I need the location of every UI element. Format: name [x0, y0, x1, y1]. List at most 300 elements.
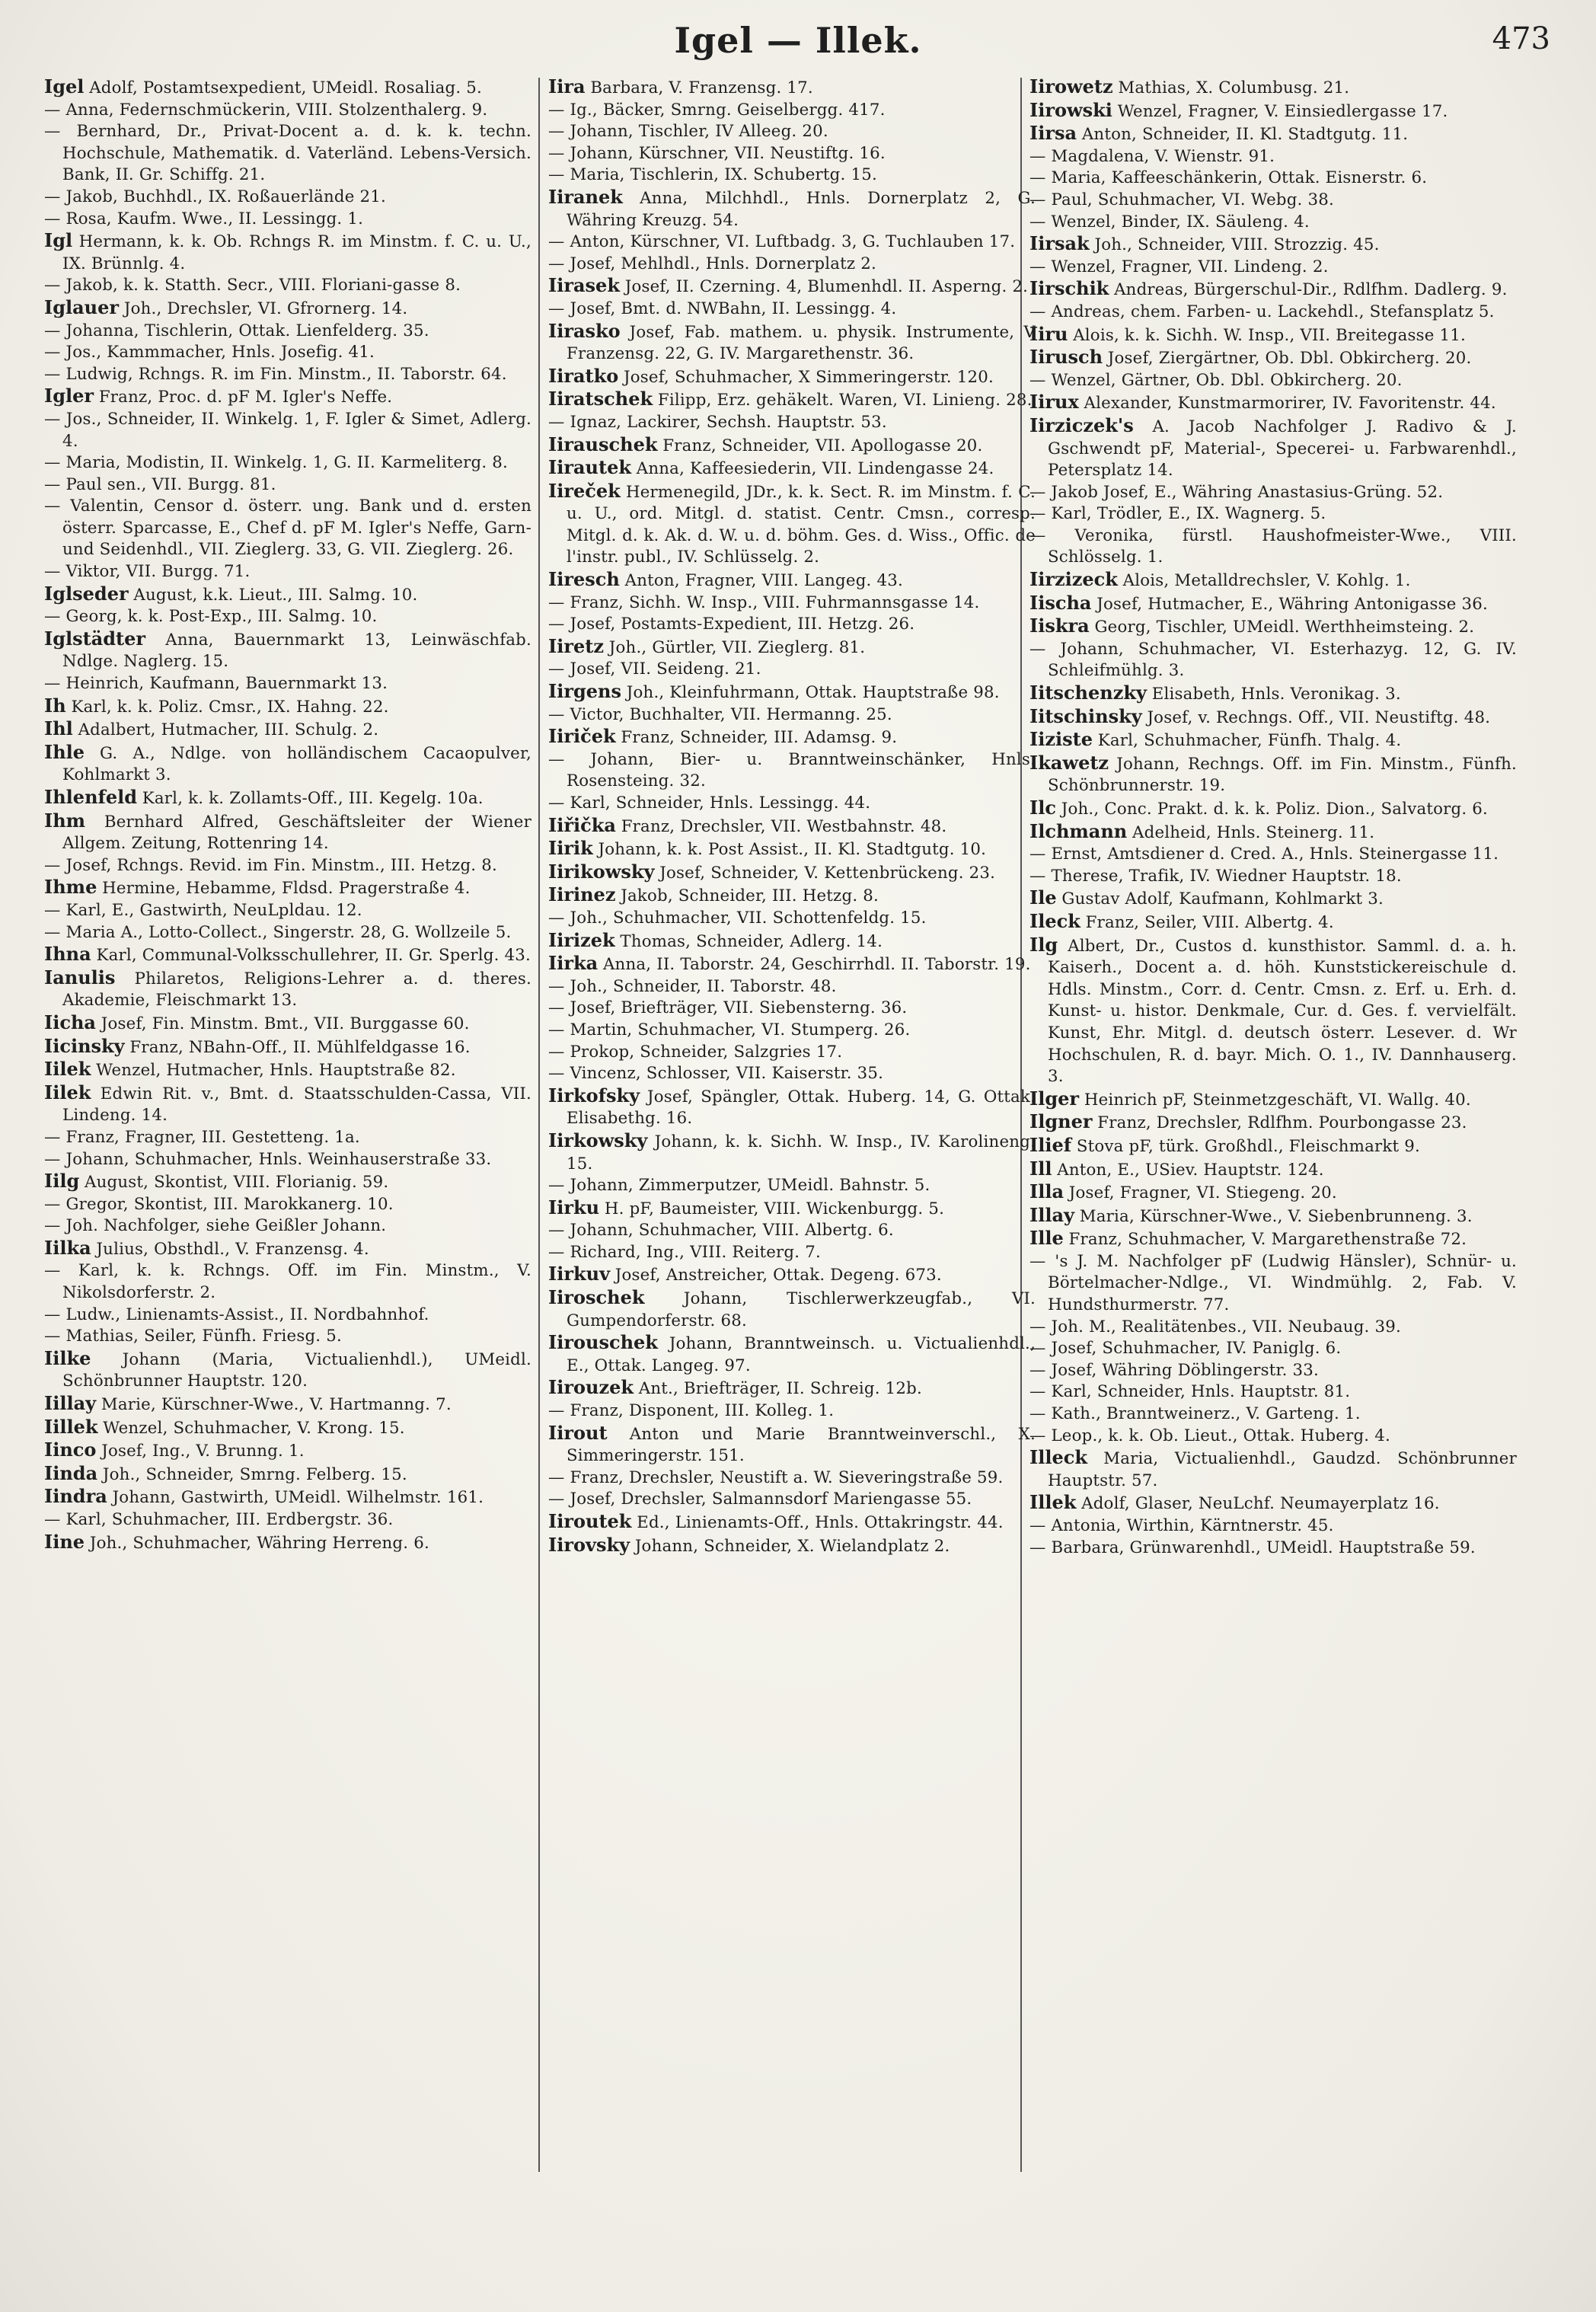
directory-entry	[1029, 706, 1517, 730]
directory-entry	[44, 1486, 531, 1509]
entry-details: — Johanna, Tischlerin, Ottak. Lienfelderg. 35.	[44, 321, 429, 340]
entry-details: — Karl, Schuhmacher, III. Erdbergstr. 36.	[44, 1510, 394, 1529]
entry-details: — Josef, Drechsler, Salmannsdorf Mariengasse 55.	[548, 1490, 972, 1509]
directory-entry	[548, 76, 1036, 100]
directory-entry	[548, 388, 1036, 412]
entry-surname: Iicha	[44, 1011, 96, 1033]
directory-entry	[1029, 1111, 1517, 1135]
entry-details: — Anna, Federnschmückerin, VIII. Stolzenthalerg. 9.	[44, 100, 488, 120]
directory-entry	[44, 1149, 531, 1171]
entry-details: — Victor, Buchhalter, VII. Hermanng. 25.	[548, 704, 892, 724]
entry-details: Franz, Proc. d. pF M. Igler's Neffe.	[98, 388, 393, 407]
entry-surname: Iirasko	[548, 319, 621, 342]
entry-details: — Ludwig, Rchngs. R. im Fin. Minstm., II. Taborstr. 64.	[44, 364, 507, 384]
directory-entry	[44, 787, 531, 810]
entry-surname: Iirusch	[1029, 346, 1103, 369]
entry-details: Andreas, Bürgerschul-Dir., Rdlfhm. Dadlerg. 9.	[1114, 280, 1508, 300]
entry-details: Franz, Schuhmacher, V. Margarethenstraße 72.	[1068, 1230, 1467, 1250]
entry-details: — Maria, Tischlerin, IX. Schubertg. 15.	[548, 165, 877, 185]
entry-details: — Therese, Trafik, IV. Wiedner Hauptstr. 18.	[1029, 866, 1402, 886]
entry-details: Filipp, Erz. gehäkelt. Waren, VI. Linieng. 28.	[657, 391, 1033, 410]
entry-details: Wenzel, Schuhmacher, V. Krong. 15.	[103, 1418, 405, 1438]
entry-surname: Iiratschek	[548, 388, 653, 410]
directory-entry	[548, 434, 1036, 458]
entry-details: — Jakob Josef, E., Währing Anastasius-Grüng. 52.	[1029, 482, 1444, 502]
directory-entry	[1029, 639, 1517, 682]
directory-entry	[1029, 1381, 1517, 1403]
entry-surname: Iirkowsky	[548, 1129, 648, 1151]
entry-details: — Richard, Ing., VIII. Reiterg. 7.	[548, 1242, 821, 1262]
directory-entry	[44, 321, 531, 343]
entry-details: Alexander, Kunstmarmorirer, IV. Favoritenstr. 44.	[1084, 394, 1496, 414]
directory-entry	[548, 1063, 1036, 1085]
entry-details: Franz, Schneider, III. Adamsg. 9.	[621, 728, 898, 748]
entry-details: Stova pF, türk. Großhdl., Fleischmarkt 9.	[1076, 1136, 1420, 1156]
entry-details: Mathias, X. Columbusg. 21.	[1118, 78, 1350, 97]
entry-details: — Franz, Fragner, III. Gestetteng. 1a.	[44, 1127, 360, 1147]
entry-surname: Iirowetz	[1029, 76, 1113, 97]
directory-entry	[1029, 821, 1517, 845]
entry-surname: Ilief	[1029, 1133, 1072, 1156]
directory-entry	[548, 1400, 1036, 1423]
directory-entry	[1029, 302, 1517, 324]
entry-surname: Iireček	[548, 479, 621, 502]
directory-entry	[44, 1036, 531, 1059]
directory-entry	[548, 704, 1036, 726]
entry-surname: Iirgens	[548, 680, 621, 703]
directory-entry	[1029, 1447, 1517, 1492]
directory-entry	[44, 922, 531, 944]
directory-entry	[548, 1197, 1036, 1221]
directory-entry	[44, 877, 531, 900]
entry-details: Ant., Briefträger, II. Schreig. 12b.	[638, 1379, 922, 1399]
directory-entry	[1029, 100, 1517, 123]
entry-surname: Iillay	[44, 1392, 97, 1415]
directory-entry	[44, 967, 531, 1012]
directory-entry	[548, 953, 1036, 976]
entry-surname: Iirovsky	[548, 1533, 630, 1556]
entry-surname: Ileck	[1029, 909, 1080, 932]
directory-entry	[1029, 212, 1517, 234]
directory-entry	[44, 121, 531, 187]
entry-details: — Josef, Bmt. d. NWBahn, II. Lessingg. 4.	[548, 299, 897, 318]
entry-surname: Iirinez	[548, 883, 616, 906]
directory-entry	[548, 908, 1036, 930]
entry-surname: Iirik	[548, 837, 593, 860]
entry-surname: Iitschenzky	[1029, 682, 1147, 704]
directory-entry	[44, 1082, 531, 1127]
column-divider	[538, 78, 540, 2172]
directory-entry	[1029, 190, 1517, 212]
directory-entry	[1029, 615, 1517, 639]
entry-details: — Veronika, fürstl. Haushofmeister-Wwe., VIII. Schlösselg. 1.	[1029, 525, 1517, 567]
entry-details: Josef, Spängler, Ottak. Huberg. 14, G. Ottak. Elisabethg. 16.	[567, 1087, 1036, 1129]
directory-entry	[548, 1511, 1036, 1534]
entry-details: — Georg, k. k. Post-Exp., III. Salmg. 10.	[44, 607, 378, 627]
entry-surname: Ihl	[44, 717, 73, 740]
entry-details: Adolf, Postamtsexpedient, UMeidl. Rosaliag. 5.	[89, 78, 483, 97]
directory-entry	[1029, 168, 1517, 190]
directory-entry	[44, 1059, 531, 1082]
entry-details: — Ludw., Linienamts-Assist., II. Nordbahnhof.	[44, 1304, 429, 1324]
entry-details: — Ig., Bäcker, Smrng. Geiselbergg. 417.	[548, 100, 886, 120]
directory-entry	[44, 695, 531, 719]
entry-surname: Iglstädter	[44, 627, 146, 650]
directory-entry	[548, 121, 1036, 143]
directory-entry	[1029, 415, 1517, 482]
directory-entry	[548, 275, 1036, 299]
entry-surname: Iicinsky	[44, 1034, 125, 1057]
directory-entry	[548, 749, 1036, 793]
directory-entry	[548, 681, 1036, 704]
directory-entry	[1029, 1403, 1517, 1426]
entry-details: — Karl, E., Gastwirth, NeuLpldau. 12.	[44, 900, 362, 920]
directory-entry	[548, 614, 1036, 636]
entry-surname: Ilc	[1029, 797, 1056, 819]
directory-entry	[548, 1020, 1036, 1042]
entry-details: — Karl, Schneider, Hnls. Hauptstr. 81.	[1029, 1382, 1351, 1402]
entry-details: — Karl, Trödler, E., IX. Wagnerg. 5.	[1029, 504, 1326, 524]
entry-surname: Iirux	[1029, 391, 1079, 414]
directory-entry	[44, 76, 531, 100]
directory-entry	[548, 366, 1036, 389]
entry-details: Josef, v. Rechngs. Off., VII. Neustiftg. 48.	[1147, 707, 1491, 727]
directory-entry	[1029, 257, 1517, 279]
directory-entry	[548, 1467, 1036, 1490]
directory-entry	[548, 412, 1036, 434]
directory-entry	[548, 930, 1036, 953]
directory-entry	[548, 726, 1036, 749]
entry-surname: Iglauer	[44, 295, 120, 318]
entry-surname: Iirka	[548, 952, 598, 975]
entry-details: — Antonia, Wirthin, Kärntnerstr. 45.	[1029, 1516, 1334, 1535]
entry-surname: Iiretz	[548, 634, 604, 657]
entry-details: — Johann, Schuhmacher, Hnls. Weinhauserstraße 33.	[44, 1149, 492, 1169]
entry-surname: Iirautek	[548, 456, 631, 479]
directory-entry	[548, 1489, 1036, 1511]
entry-surname: Iirasek	[548, 274, 620, 297]
directory-entry	[548, 636, 1036, 659]
directory-entry	[1029, 525, 1517, 569]
entry-surname: Iiratko	[548, 364, 619, 387]
entry-details: — Maria, Modistin, II. Winkelg. 1, G. II. Karmeliterg. 8.	[44, 453, 509, 473]
entry-details: — Franz, Drechsler, Neustift a. W. Sieveringstraße 59.	[548, 1467, 1004, 1487]
entry-details: Joh., Conc. Prakt. d. k. k. Poliz. Dion., Salvatorg. 6.	[1061, 800, 1488, 819]
entry-details: — Josef, Mehlhdl., Hnls. Dornerplatz 2.	[548, 254, 876, 273]
directory-entry	[548, 592, 1036, 615]
directory-entry	[548, 1175, 1036, 1197]
entry-surname: Iiziste	[1029, 728, 1093, 751]
entry-surname: Ihna	[44, 943, 91, 966]
entry-surname: Ih	[44, 694, 66, 717]
entry-details: — Karl, Schneider, Hnls. Lessingg. 44.	[548, 794, 871, 813]
entry-details: — Vincenz, Schlosser, VII. Kaiserstr. 35.	[548, 1064, 884, 1084]
entry-details: — Paul, Schuhmacher, VI. Webg. 38.	[1029, 190, 1334, 209]
directory-entry	[548, 1220, 1036, 1242]
entry-details: Thomas, Schneider, Adlerg. 14.	[620, 931, 883, 951]
entry-details: — Johann, Kürschner, VII. Neustiftg. 16.	[548, 143, 886, 163]
entry-details: Karl, Schuhmacher, Fünfh. Thalg. 4.	[1097, 731, 1402, 751]
entry-surname: Iitschinsky	[1029, 704, 1142, 727]
directory-entry	[1029, 1360, 1517, 1382]
entry-surname: Iindra	[44, 1485, 107, 1508]
entry-details: Adalbert, Hutmacher, III. Schulg. 2.	[78, 720, 379, 740]
directory-entry	[548, 815, 1036, 838]
entry-surname: Iinco	[44, 1439, 97, 1461]
directory-entry	[548, 1534, 1036, 1558]
directory-entry	[548, 1263, 1036, 1287]
entry-surname: Iirauschek	[548, 433, 658, 455]
directory-entry	[1029, 346, 1517, 370]
directory-entry	[548, 187, 1036, 232]
entry-details: Jakob, Schneider, III. Hetzg. 8.	[621, 886, 879, 906]
directory-entry	[44, 606, 531, 628]
entry-details: Elisabeth, Hnls. Veronikag. 3.	[1151, 685, 1401, 704]
directory-entry	[44, 1326, 531, 1348]
entry-details: Johann, Gastwirth, UMeidl. Wilhelmstr. 161.	[112, 1488, 484, 1508]
entry-details: — Franz, Sichh. W. Insp., VIII. Fuhrmannsgasse 14.	[548, 592, 980, 612]
entry-details: — Johann, Tischler, IV Alleeg. 20.	[548, 122, 828, 142]
entry-details: Hermine, Hebamme, Fldsd. Pragerstraße 4.	[102, 879, 471, 899]
entry-surname: Ile	[1029, 886, 1057, 909]
directory-entry	[44, 385, 531, 409]
entry-details: Anton und Marie Branntweinverschl., X. Simmeringerstr. 151.	[567, 1424, 1036, 1466]
entry-details: — Joh., Schneider, II. Taborstr. 48.	[548, 976, 837, 996]
entry-surname: Iirziczek's	[1029, 414, 1134, 436]
directory-entry	[548, 1042, 1036, 1064]
directory-entry	[1029, 1181, 1517, 1205]
entry-details: Josef, Schuhmacher, X Simmeringerstr. 120.	[624, 367, 994, 387]
entry-details: Karl, k. k. Zollamts-Off., III. Kegelg. 10a.	[142, 789, 484, 808]
directory-entry	[44, 474, 531, 497]
entry-details: Johann (Maria, Victualienhdl.), UMeidl. Schönbrunner Hauptstr. 120.	[62, 1349, 531, 1391]
entry-details: Josef, Anstreicher, Ottak. Degeng. 673.	[614, 1266, 942, 1285]
entry-surname: Iischa	[1029, 591, 1092, 614]
directory-entry	[548, 254, 1036, 276]
entry-surname: Ihle	[44, 740, 85, 763]
entry-details: Alois, Metalldrechsler, V. Kohlg. 1.	[1122, 571, 1411, 591]
entry-details: Josef, Ing., V. Brunng. 1.	[101, 1442, 305, 1461]
entry-details: Anna, Kaffeesiederin, VII. Lindengasse 24.	[636, 459, 994, 479]
directory-entry	[44, 1509, 531, 1531]
entry-details: — Karl, k. k. Rchngs. Off. im Fin. Minstm., V. Nikolsdorferstr. 2.	[44, 1261, 531, 1303]
entry-surname: Iirzizeck	[1029, 568, 1118, 591]
entry-surname: Illeck	[1029, 1446, 1087, 1469]
entry-details: — Gregor, Skontist, III. Marokkanerg. 10.	[44, 1194, 394, 1214]
entry-surname: Illay	[1029, 1203, 1074, 1226]
directory-entry	[44, 855, 531, 877]
entry-details: Alois, k. k. Sichh. W. Insp., VII. Breitegasse 11.	[1073, 325, 1466, 345]
directory-entry	[1029, 911, 1517, 934]
directory-entry	[44, 900, 531, 922]
entry-details: Heinrich pF, Steinmetzgeschäft, VI. Wallg. 40.	[1084, 1090, 1471, 1110]
entry-details: — Leop., k. k. Ob. Lieut., Ottak. Huberg. 4.	[1029, 1426, 1390, 1445]
page-number: 473	[1492, 21, 1550, 56]
entry-surname: Iirikowsky	[548, 860, 655, 883]
directory-entry	[548, 861, 1036, 885]
entry-surname: Iilek	[44, 1058, 91, 1081]
entry-details: Anna, Milchhdl., Hnls. Dornerplatz 2, G. Währing Kreuzg. 54.	[567, 188, 1036, 230]
entry-surname: Igler	[44, 385, 94, 407]
entry-surname: Ilger	[1029, 1087, 1080, 1110]
directory-entry	[548, 838, 1036, 861]
entry-details: Johann, Schneider, X. Wielandplatz 2.	[634, 1536, 950, 1556]
entry-details: Josef, Ziergärtner, Ob. Dbl. Obkircherg. 20.	[1107, 349, 1472, 369]
directory-entry	[1029, 503, 1517, 525]
directory-entry	[44, 1260, 531, 1304]
directory-entry	[44, 944, 531, 967]
directory-entry	[1029, 1228, 1517, 1251]
directory-entry	[548, 1242, 1036, 1264]
entry-details: — Rosa, Kaufm. Wwe., II. Lessingg. 1.	[44, 209, 364, 228]
entry-details: Joh., Drechsler, VI. Gfrornerg. 14.	[123, 299, 408, 318]
entry-details: Johann, Branntweinsch. u. Victualienhdl., E., Ottak. Langeg. 97.	[567, 1334, 1036, 1375]
entry-details: Anton, E., USiev. Hauptstr. 124.	[1057, 1160, 1324, 1180]
entry-details: Gustav Adolf, Kaufmann, Kohlmarkt 3.	[1061, 889, 1384, 909]
entry-surname: Igl	[44, 229, 73, 252]
directory-entry	[1029, 934, 1517, 1088]
entry-details: — Johann, Schuhmacher, VI. Esterhazyg. 12, G. IV. Schleifmühlg. 3.	[1029, 639, 1517, 681]
directory-entry	[44, 1416, 531, 1440]
entry-surname: Ianulis	[44, 966, 116, 988]
column-1	[44, 76, 531, 2285]
directory-entry	[548, 457, 1036, 481]
directory-entry	[44, 1463, 531, 1487]
entry-details: — Josef, Postamts-Expedient, III. Hetzg. 26.	[548, 615, 915, 634]
entry-details: August, k.k. Lieut., III. Salmg. 10.	[133, 585, 418, 605]
directory-entry	[1029, 1338, 1517, 1360]
entry-details: — Jakob, k. k. Statth. Secr., VIII. Floriani-gasse 8.	[44, 276, 461, 295]
directory-entry	[1029, 1135, 1517, 1158]
entry-details: Karl, k. k. Poliz. Cmsr., IX. Hahng. 22.	[71, 697, 389, 717]
entry-surname: Iirout	[548, 1421, 608, 1444]
directory-entry	[548, 164, 1036, 187]
directory-entry	[1029, 682, 1517, 706]
entry-details: Joh., Kleinfuhrmann, Ottak. Hauptstraße 98.	[626, 683, 1000, 703]
directory-entry	[1029, 797, 1517, 821]
page-header	[46, 14, 1550, 67]
entry-details: — Wenzel, Gärtner, Ob. Dbl. Obkircherg. 20.	[1029, 370, 1403, 390]
directory-entry	[44, 1531, 531, 1555]
directory-entry	[1029, 391, 1517, 415]
directory-entry	[1029, 1515, 1517, 1538]
entry-details: Maria, Victualienhdl., Gaudzd. Schönbrunner Hauptstr. 57.	[1048, 1449, 1517, 1490]
entry-surname: Iirowski	[1029, 98, 1112, 121]
directory-entry	[44, 364, 531, 386]
directory-entry	[1029, 123, 1517, 146]
directory-entry	[1029, 76, 1517, 100]
entry-surname: Ihme	[44, 876, 97, 899]
entry-details: Barbara, V. Franzensg. 17.	[590, 78, 813, 97]
entry-surname: Ihm	[44, 809, 86, 832]
directory-entry	[1029, 569, 1517, 592]
entry-details: — Heinrich, Kaufmann, Bauernmarkt 13.	[44, 674, 388, 694]
directory-entry	[548, 998, 1036, 1020]
directory-entry	[44, 561, 531, 583]
entry-surname: Iirkofsky	[548, 1084, 640, 1107]
directory-entry	[44, 209, 531, 231]
directory-entry	[1029, 1158, 1517, 1182]
directory-entry	[1029, 1492, 1517, 1515]
directory-entry	[548, 232, 1036, 254]
entry-details: — Joh., Schuhmacher, VII. Schottenfeldg. 15.	[548, 908, 927, 928]
entry-surname: Ilgner	[1029, 1110, 1093, 1133]
entry-details: — Jos., Schneider, II. Winkelg. 1, F. Igler & Simet, Adlerg. 4.	[44, 409, 531, 451]
directory-entry	[44, 1170, 531, 1194]
entry-surname: Iiru	[1029, 322, 1068, 345]
directory-entry	[44, 1194, 531, 1216]
entry-surname: Iilke	[44, 1346, 91, 1369]
directory-entry	[1029, 1317, 1517, 1339]
directory-entry	[44, 1237, 531, 1261]
directory-entry	[548, 569, 1036, 592]
directory-entry	[44, 1012, 531, 1036]
entry-surname: Iiřička	[548, 813, 616, 836]
entry-details: — Johann, Schuhmacher, VIII. Albertg. 6.	[548, 1221, 894, 1241]
entry-details: — Ignaz, Lackirer, Sechsh. Hauptstr. 53.	[548, 412, 887, 432]
entry-surname: Ihlenfeld	[44, 786, 138, 808]
entry-details: — Jos., Kammmacher, Hnls. Josefig. 41.	[44, 343, 375, 362]
entry-details: — Johann, Zimmerputzer, UMeidl. Bahnstr. 5.	[548, 1176, 930, 1196]
directory-entry	[44, 1393, 531, 1416]
entry-details: Julius, Obsthdl., V. Franzensg. 4.	[96, 1239, 369, 1259]
directory-entry	[1029, 324, 1517, 347]
directory-entry	[1029, 1088, 1517, 1112]
entry-details: Georg, Tischler, UMeidl. Werthheimsteing. 2.	[1094, 618, 1475, 637]
entry-details: — Viktor, VII. Burgg. 71.	[44, 562, 251, 582]
entry-details: — Paul sen., VII. Burgg. 81.	[44, 474, 276, 494]
entry-details: Bernhard Alfred, Geschäftsleiter der Wiener Allgem. Zeitung, Rottenring 14.	[62, 812, 531, 854]
directory-entry	[44, 230, 531, 275]
entry-surname: Illa	[1029, 1180, 1065, 1203]
entry-details: Josef, Fab. mathem. u. physik. Instrumente, V Franzensg. 22, G. IV. Margarethenstr. 36.	[567, 322, 1036, 364]
entry-details: Adolf, Glaser, NeuLchf. Neumayerplatz 16.	[1081, 1494, 1440, 1514]
column-2	[548, 76, 1036, 2285]
entry-details: Joh., Gürtler, VII. Zieglerg. 81.	[608, 637, 866, 657]
entry-surname: Illek	[1029, 1491, 1077, 1514]
entry-details: — Valentin, Censor d. österr. ung. Bank und d. ersten österr. Sparcasse, E., Chef d. pF M. Igler's Neffe, Garn- und Seidenhdl., VII. Zieglerg. 33, G. VII. Zieglerg. 26.	[44, 497, 531, 560]
entry-details: Franz, NBahn-Off., II. Mühlfeldgasse 16.	[129, 1037, 471, 1057]
directory-entry	[1029, 482, 1517, 504]
entry-details: Anna, Bauernmarkt 13, Leinwäschfab. Ndlge. Naglerg. 15.	[62, 630, 531, 672]
entry-details: Maria, Kürschner-Wwe., V. Siebenbrunneng. 3.	[1079, 1206, 1473, 1226]
entry-details: — Mathias, Seiler, Fünfh. Friesg. 5.	[44, 1327, 342, 1346]
entry-details: Adelheid, Hnls. Steinerg. 11.	[1132, 822, 1375, 842]
entry-details: — Josef, Währing Döblingerstr. 33.	[1029, 1360, 1320, 1380]
entry-details: Josef, Fin. Minstm. Bmt., VII. Burggasse 60.	[101, 1014, 470, 1033]
entry-details: — Andreas, chem. Farben- u. Lackehdl., Stefansplatz 5.	[1029, 302, 1495, 321]
directory-entry	[44, 628, 531, 673]
entry-details: Franz, Drechsler, Rdlfhm. Pourbongasse 23.	[1097, 1113, 1467, 1133]
entry-surname: Ikawetz	[1029, 751, 1109, 774]
entry-surname: Iirku	[548, 1196, 600, 1218]
directory-entry	[44, 1215, 531, 1237]
entry-surname: Iiresch	[548, 568, 620, 591]
directory-entry	[44, 496, 531, 561]
directory-entry	[1029, 1251, 1517, 1317]
directory-entry	[1029, 1426, 1517, 1448]
entry-details: — Magdalena, V. Wienstr. 91.	[1029, 146, 1275, 166]
entry-surname: Iiroutek	[548, 1510, 632, 1532]
entry-details: — Barbara, Grünwarenhdl., UMeidl. Hauptstraße 59.	[1029, 1538, 1476, 1557]
entry-details: — Josef, Schuhmacher, IV. Paniglg. 6.	[1029, 1339, 1342, 1359]
entry-details: Josef, Schneider, V. Kettenbrückeng. 23.	[659, 863, 996, 883]
entry-details: Franz, Seiler, VIII. Albertg. 4.	[1085, 912, 1334, 932]
entry-details: August, Skontist, VIII. Florianig. 59.	[85, 1173, 389, 1193]
entry-details: Anton, Schneider, II. Kl. Stadtgutg. 11.	[1081, 125, 1409, 145]
entry-details: — Wenzel, Binder, IX. Säuleng. 4.	[1029, 212, 1310, 232]
entry-details: Ed., Linienamts-Off., Hnls. Ottakringstr. 44.	[637, 1513, 1004, 1532]
